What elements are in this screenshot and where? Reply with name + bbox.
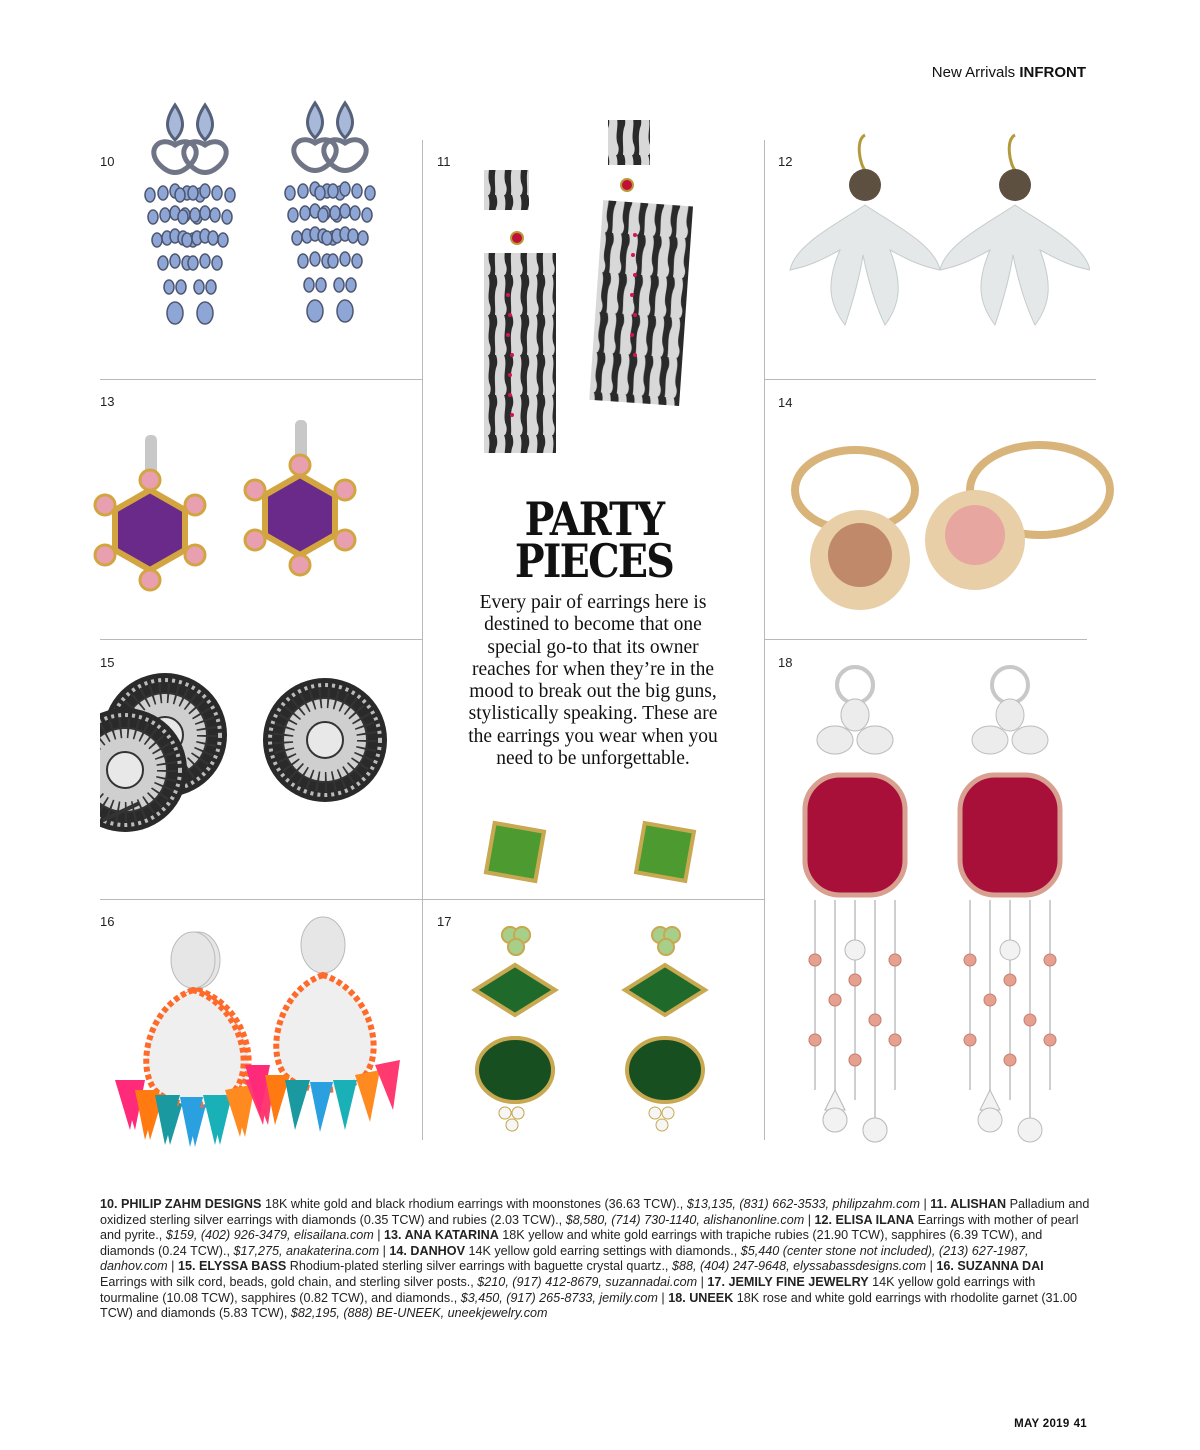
header-section: INFRONT: [1019, 64, 1086, 81]
item-number: 14: [778, 395, 793, 410]
header-label: New Arrivals: [931, 64, 1016, 81]
headline: [448, 492, 740, 588]
item-number: 10: [100, 154, 115, 169]
credit-item-11: 11. ALISHAN Palladium and oxidized sterling silver earrings with diamonds (0.35 TCW) and rubies (2.03 TCW)., $8,580, (714) 730-1140, alishanonline.com: [100, 1197, 1090, 1227]
credit-item-10: 10. PHILIP ZAHM DESIGNS 18K white gold and black rhodium earrings with moonstones (36.63 TCW)., $13,135, (831) 662-3533, philipzahm.com: [100, 1197, 920, 1211]
credit-item-17: 17. JEMILY FINE JEWELRY 14K yellow gold earrings with tourmaline (10.08 TCW), sapphires (0.82 TCW), and diamonds., $3,450, (917) 265-8733, jemily.com: [100, 1274, 1036, 1305]
divider-h-row2: [100, 639, 422, 640]
earring-photo-17: [460, 815, 735, 1145]
page-folio: [1010, 1418, 1087, 1430]
item-number: 17: [437, 914, 452, 929]
earring-photo-15: [100, 670, 405, 885]
divider-h-row2-right: [764, 639, 1087, 640]
divider-h-row1: [100, 379, 422, 380]
credit-item-15: 15. ELYSSA BASS Rhodium-plated sterling silver earrings with baguette crystal quartz., $88, (404) 247-9648, elyssabassdesigns.com: [177, 1259, 927, 1274]
credit-item-16: 16. SUZANNA DAI Earrings with silk cord, beads, gold chain, and sterling silver posts., $210, (917) 412-8679, suzannadai.com: [100, 1259, 1044, 1289]
earring-photo-18: [795, 660, 1085, 1165]
headline-line-2: PIECES: [514, 534, 674, 588]
item-number: 13: [100, 394, 115, 409]
item-number: 16: [100, 914, 115, 929]
credit-item-13: 13. ANA KATARINA 18K yellow and white gold earrings with trapiche rubies (21.90 TCW), sapphires (6.39 TCW), and diamonds (0.24 TCW)., $17,275, anakaterina.com: [100, 1228, 1043, 1258]
credit-item-12: 12. ELISA ILANA Earrings with mother of pearl and pyrite., $159, (402) 926-3479, elisailana.com: [100, 1212, 1079, 1243]
earring-photo-11: [470, 115, 710, 475]
credit-item-18: 18. UNEEK 18K rose and white gold earrings with rhodolite garnet (31.00 TCW) and diamonds (5.83 TCW), $82,195, (888) BE-UNEEK, uneekjewelry.com: [100, 1290, 1078, 1321]
product-credits: 10. PHILIP ZAHM DESIGNS 18K white gold and black rhodium earrings with moonstones (36.63 TCW)., $13,135, (831) 662-3533, philipzahm.com | 11. ALISHAN Palladium and oxidized sterling silver earrings with diamonds (0.35 TCW) and rubies (2.03 TCW)., $8,580, (714) 730-1140, alishanonline.com | 12. ELISA ILANA Earrings with mother of pearl and pyrite., $159, (402) 926-3479, elisailana.com | 13. ANA KATARINA 18K yellow and white gold earrings with trapiche rubies (21.90 TCW), sapphires (6.39 TCW), and diamonds (0.24 TCW)., $17,275, anakaterina.com | 14. DANHOV 14K yellow gold earring settings with diamonds., $5,440 (center stone not included), (213) 627-1987, danhov.com | 15. ELYSSA BASS Rhodium-plated sterling silver earrings with baguette crystal quartz., $88, (404) 247-9648, elyssabassdesigns.com | 16. SUZANNA DAI Earrings with silk cord, beads, gold chain, and sterling silver posts., $210, (917) 412-8679, suzannadai.com | 17. JEMILY FINE JEWELRY 14K yellow gold earrings with tourmaline (10.08 TCW), sapphires (0.82 TCW), and diamonds., $3,450, (917) 265-8733, jemily.com | 18. UNEEK 18K rose and white gold earrings with rhodolite garnet (31.00 TCW) and diamonds (5.83 TCW), $82,195, (888) BE-UNEEK, uneekjewelry.com: [100, 1197, 1090, 1321]
item-number: 11: [437, 154, 451, 169]
issue-date: MAY 2019: [1014, 1418, 1070, 1430]
earring-photo-14: [785, 430, 1125, 625]
page-number: 41: [1073, 1418, 1087, 1430]
item-number: 12: [778, 154, 793, 169]
earring-photo-10: [135, 95, 385, 365]
divider-v-left: [422, 140, 423, 1140]
item-number: 18: [778, 655, 793, 670]
earring-photo-13: [90, 395, 400, 620]
earring-photo-16: [100, 915, 405, 1155]
headline-line-1: PARTY: [524, 492, 664, 546]
divider-h-row3: [100, 899, 422, 900]
earring-photo-12: [785, 125, 1090, 355]
divider-h-row1-right: [764, 379, 1096, 380]
section-header: [932, 64, 1086, 81]
divider-v-right: [764, 140, 765, 1140]
intro-paragraph: Every pair of earrings here is destined to become that one special go-to that its owner reaches for when they’re in the mood to break out the big guns, stylistically speaking. These are the earrings you wear when you need to be unforgettable.: [468, 592, 718, 770]
credit-item-14: 14. DANHOV 14K yellow gold earring settings with diamonds., $5,440 (center stone not included), (213) 627-1987, danhov.com: [100, 1243, 1029, 1274]
item-number: 15: [100, 655, 115, 670]
